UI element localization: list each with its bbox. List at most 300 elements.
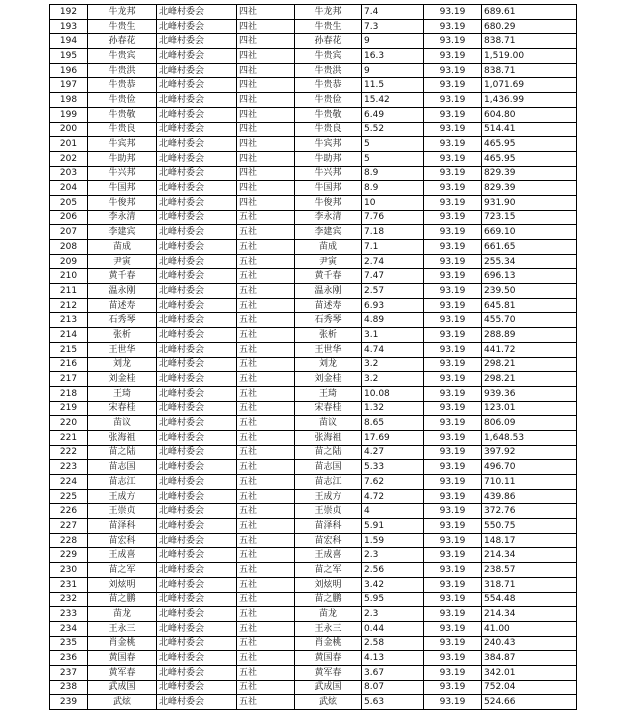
name-cell: 牛贵生 [88,19,157,34]
amount-cell: 723.15 [482,210,577,225]
amount-cell: 661.65 [482,240,577,255]
row-number-cell: 213 [50,313,88,328]
rate-cell: 93.19 [424,166,482,181]
rate-cell: 93.19 [424,548,482,563]
area-cell: 3.1 [362,328,424,343]
area-cell: 7.1 [362,240,424,255]
name-cell: 黄军春 [88,665,157,680]
area-cell: 5.33 [362,460,424,475]
amount-cell: 288.89 [482,328,577,343]
group-cell: 五社 [237,254,295,269]
village-committee-cell: 北峰村委会 [157,401,237,416]
account-holder-cell: 李建宾 [295,225,362,240]
table-row [50,445,577,460]
row-number-cell: 210 [50,269,88,284]
village-committee-cell: 北峰村委会 [157,78,237,93]
area-cell: 3.2 [362,357,424,372]
row-number-cell: 239 [50,695,88,710]
area-cell: 1.59 [362,533,424,548]
group-cell: 五社 [237,621,295,636]
group-cell: 五社 [237,460,295,475]
group-cell: 五社 [237,651,295,666]
rate-cell: 93.19 [424,607,482,622]
village-committee-cell: 北峰村委会 [157,5,237,20]
group-cell: 五社 [237,298,295,313]
name-cell: 刘龙 [88,357,157,372]
rate-cell: 93.19 [424,504,482,519]
group-cell: 五社 [237,533,295,548]
name-cell: 牛兴邦 [88,166,157,181]
village-committee-cell: 北峰村委会 [157,151,237,166]
account-holder-cell: 王崇贞 [295,504,362,519]
area-cell: 6.93 [362,298,424,313]
rate-cell: 93.19 [424,636,482,651]
row-number-cell: 223 [50,460,88,475]
amount-cell: 1,436.99 [482,93,577,108]
row-number-cell: 200 [50,122,88,137]
group-cell: 四社 [237,5,295,20]
area-cell: 3.2 [362,372,424,387]
group-cell: 五社 [237,592,295,607]
rate-cell: 93.19 [424,210,482,225]
table-body [50,5,577,710]
name-cell: 张析 [88,328,157,343]
table-row [50,107,577,122]
rate-cell: 93.19 [424,489,482,504]
table-row [50,651,577,666]
row-number-cell: 219 [50,401,88,416]
account-holder-cell: 刘炫明 [295,577,362,592]
account-holder-cell: 李永清 [295,210,362,225]
account-holder-cell: 孙春花 [295,34,362,49]
group-cell: 四社 [237,63,295,78]
rate-cell: 93.19 [424,78,482,93]
group-cell: 四社 [237,107,295,122]
name-cell: 刘炫明 [88,577,157,592]
village-committee-cell: 北峰村委会 [157,519,237,534]
area-cell: 4.74 [362,342,424,357]
village-committee-cell: 北峰村委会 [157,63,237,78]
name-cell: 苗之军 [88,563,157,578]
village-committee-cell: 北峰村委会 [157,210,237,225]
rate-cell: 93.19 [424,430,482,445]
name-cell: 刘金桂 [88,372,157,387]
area-cell: 4.13 [362,651,424,666]
area-cell: 8.07 [362,680,424,695]
name-cell: 王琦 [88,386,157,401]
amount-cell: 214.34 [482,607,577,622]
account-holder-cell: 牛助邦 [295,151,362,166]
rate-cell: 93.19 [424,240,482,255]
amount-cell: 397.92 [482,445,577,460]
row-number-cell: 236 [50,651,88,666]
name-cell: 牛龙邦 [88,5,157,20]
rate-cell: 93.19 [424,577,482,592]
row-number-cell: 209 [50,254,88,269]
row-number-cell: 231 [50,577,88,592]
amount-cell: 148.17 [482,533,577,548]
account-holder-cell: 王成喜 [295,548,362,563]
area-cell: 17.69 [362,430,424,445]
row-number-cell: 230 [50,563,88,578]
account-holder-cell: 黄军春 [295,665,362,680]
amount-cell: 214.34 [482,548,577,563]
table-row [50,342,577,357]
amount-cell: 123.01 [482,401,577,416]
row-number-cell: 227 [50,519,88,534]
area-cell: 5.63 [362,695,424,710]
account-holder-cell: 石秀琴 [295,313,362,328]
amount-cell: 806.09 [482,416,577,431]
group-cell: 五社 [237,328,295,343]
account-holder-cell: 牛贵良 [295,122,362,137]
village-committee-cell: 北峰村委会 [157,621,237,636]
village-committee-cell: 北峰村委会 [157,504,237,519]
account-holder-cell: 王琦 [295,386,362,401]
amount-cell: 372.76 [482,504,577,519]
table-row [50,298,577,313]
table-row [50,49,577,64]
village-committee-cell: 北峰村委会 [157,533,237,548]
amount-cell: 465.95 [482,151,577,166]
rate-cell: 93.19 [424,342,482,357]
group-cell: 五社 [237,680,295,695]
village-committee-cell: 北峰村委会 [157,137,237,152]
group-cell: 五社 [237,475,295,490]
name-cell: 苗宏科 [88,533,157,548]
table-row [50,533,577,548]
name-cell: 武成国 [88,680,157,695]
table-row [50,695,577,710]
table-row [50,504,577,519]
row-number-cell: 233 [50,607,88,622]
rate-cell: 93.19 [424,195,482,210]
village-committee-cell: 北峰村委会 [157,563,237,578]
rate-cell: 93.19 [424,460,482,475]
village-committee-cell: 北峰村委会 [157,254,237,269]
row-number-cell: 224 [50,475,88,490]
name-cell: 温永刚 [88,284,157,299]
group-cell: 四社 [237,137,295,152]
amount-cell: 696.13 [482,269,577,284]
row-number-cell: 225 [50,489,88,504]
table-row [50,328,577,343]
row-number-cell: 195 [50,49,88,64]
name-cell: 肖金桃 [88,636,157,651]
name-cell: 苗之陆 [88,445,157,460]
account-holder-cell: 牛贵生 [295,19,362,34]
area-cell: 3.42 [362,577,424,592]
table-row [50,621,577,636]
row-number-cell: 203 [50,166,88,181]
amount-cell: 41.00 [482,621,577,636]
account-holder-cell: 尹寅 [295,254,362,269]
amount-cell: 455.70 [482,313,577,328]
name-cell: 孙春花 [88,34,157,49]
group-cell: 五社 [237,548,295,563]
group-cell: 四社 [237,151,295,166]
name-cell: 王成喜 [88,548,157,563]
row-number-cell: 197 [50,78,88,93]
table-row [50,636,577,651]
rate-cell: 93.19 [424,151,482,166]
rate-cell: 93.19 [424,533,482,548]
row-number-cell: 216 [50,357,88,372]
rate-cell: 93.19 [424,651,482,666]
area-cell: 5 [362,151,424,166]
name-cell: 张海祖 [88,430,157,445]
area-cell: 2.3 [362,607,424,622]
row-number-cell: 222 [50,445,88,460]
amount-cell: 496.70 [482,460,577,475]
account-holder-cell: 牛贵恭 [295,78,362,93]
table-row [50,357,577,372]
name-cell: 牛贵恭 [88,78,157,93]
group-cell: 五社 [237,386,295,401]
account-holder-cell: 牛贵洪 [295,63,362,78]
village-committee-cell: 北峰村委会 [157,680,237,695]
table-row [50,166,577,181]
village-committee-cell: 北峰村委会 [157,577,237,592]
table-row [50,460,577,475]
amount-cell: 829.39 [482,166,577,181]
row-number-cell: 229 [50,548,88,563]
area-cell: 8.9 [362,181,424,196]
row-number-cell: 214 [50,328,88,343]
rate-cell: 93.19 [424,34,482,49]
rate-cell: 93.19 [424,665,482,680]
account-holder-cell: 牛俊邦 [295,195,362,210]
group-cell: 四社 [237,181,295,196]
rate-cell: 93.19 [424,592,482,607]
area-cell: 8.65 [362,416,424,431]
row-number-cell: 202 [50,151,88,166]
village-committee-cell: 北峰村委会 [157,298,237,313]
table-row [50,240,577,255]
name-cell: 王成方 [88,489,157,504]
table-row [50,607,577,622]
account-holder-cell: 牛贵俭 [295,93,362,108]
table-row [50,430,577,445]
name-cell: 牛贵俭 [88,93,157,108]
table-row [50,225,577,240]
table-row [50,137,577,152]
rate-cell: 93.19 [424,357,482,372]
rate-cell: 93.19 [424,298,482,313]
name-cell: 牛贵宾 [88,49,157,64]
area-cell: 9 [362,34,424,49]
area-cell: 5.95 [362,592,424,607]
rate-cell: 93.19 [424,475,482,490]
group-cell: 五社 [237,416,295,431]
amount-cell: 255.34 [482,254,577,269]
group-cell: 五社 [237,445,295,460]
amount-cell: 645.81 [482,298,577,313]
amount-cell: 384.87 [482,651,577,666]
village-committee-cell: 北峰村委会 [157,548,237,563]
village-committee-cell: 北峰村委会 [157,240,237,255]
name-cell: 王永三 [88,621,157,636]
area-cell: 7.4 [362,5,424,20]
rate-cell: 93.19 [424,284,482,299]
table-row [50,284,577,299]
table-row [50,401,577,416]
group-cell: 五社 [237,504,295,519]
amount-cell: 689.61 [482,5,577,20]
row-number-cell: 199 [50,107,88,122]
amount-cell: 838.71 [482,34,577,49]
account-holder-cell: 牛贵敬 [295,107,362,122]
village-committee-cell: 北峰村委会 [157,430,237,445]
table-row [50,181,577,196]
name-cell: 牛宾邦 [88,137,157,152]
table-row [50,519,577,534]
row-number-cell: 198 [50,93,88,108]
village-committee-cell: 北峰村委会 [157,695,237,710]
group-cell: 五社 [237,225,295,240]
area-cell: 10.08 [362,386,424,401]
row-number-cell: 218 [50,386,88,401]
table-row [50,489,577,504]
row-number-cell: 215 [50,342,88,357]
group-cell: 五社 [237,489,295,504]
group-cell: 五社 [237,695,295,710]
name-cell: 宋春桂 [88,401,157,416]
name-cell: 牛国邦 [88,181,157,196]
group-cell: 四社 [237,78,295,93]
group-cell: 五社 [237,284,295,299]
village-committee-cell: 北峰村委会 [157,460,237,475]
name-cell: 李永清 [88,210,157,225]
amount-cell: 342.01 [482,665,577,680]
name-cell: 牛助邦 [88,151,157,166]
amount-cell: 239.50 [482,284,577,299]
name-cell: 黄千春 [88,269,157,284]
area-cell: 7.18 [362,225,424,240]
row-number-cell: 196 [50,63,88,78]
account-holder-cell: 牛贵宾 [295,49,362,64]
name-cell: 李建宾 [88,225,157,240]
table-row [50,592,577,607]
area-cell: 10 [362,195,424,210]
rate-cell: 93.19 [424,313,482,328]
row-number-cell: 235 [50,636,88,651]
table-row [50,151,577,166]
area-cell: 11.5 [362,78,424,93]
rate-cell: 93.19 [424,372,482,387]
row-number-cell: 237 [50,665,88,680]
area-cell: 4.89 [362,313,424,328]
group-cell: 五社 [237,210,295,225]
name-cell: 苗泽科 [88,519,157,534]
account-holder-cell: 苗泽科 [295,519,362,534]
rate-cell: 93.19 [424,386,482,401]
account-holder-cell: 苗之陆 [295,445,362,460]
account-holder-cell: 温永刚 [295,284,362,299]
area-cell: 6.49 [362,107,424,122]
row-number-cell: 228 [50,533,88,548]
village-committee-cell: 北峰村委会 [157,342,237,357]
area-cell: 5 [362,137,424,152]
account-holder-cell: 王成方 [295,489,362,504]
group-cell: 四社 [237,34,295,49]
table-row [50,254,577,269]
rate-cell: 93.19 [424,19,482,34]
group-cell: 五社 [237,607,295,622]
village-committee-cell: 北峰村委会 [157,636,237,651]
group-cell: 四社 [237,93,295,108]
group-cell: 五社 [237,313,295,328]
village-committee-cell: 北峰村委会 [157,34,237,49]
table-row [50,416,577,431]
account-holder-cell: 黄国春 [295,651,362,666]
amount-cell: 514.41 [482,122,577,137]
table-row [50,19,577,34]
account-holder-cell: 肖金桃 [295,636,362,651]
account-holder-cell: 王永三 [295,621,362,636]
amount-cell: 710.11 [482,475,577,490]
rate-cell: 93.19 [424,621,482,636]
name-cell: 牛贵敬 [88,107,157,122]
row-number-cell: 194 [50,34,88,49]
group-cell: 四社 [237,166,295,181]
group-cell: 五社 [237,372,295,387]
row-number-cell: 232 [50,592,88,607]
group-cell: 五社 [237,563,295,578]
amount-cell: 298.21 [482,372,577,387]
village-committee-cell: 北峰村委会 [157,475,237,490]
amount-cell: 669.10 [482,225,577,240]
group-cell: 五社 [237,342,295,357]
area-cell: 7.76 [362,210,424,225]
group-cell: 五社 [237,357,295,372]
account-holder-cell: 牛兴邦 [295,166,362,181]
amount-cell: 1,519.00 [482,49,577,64]
village-committee-cell: 北峰村委会 [157,665,237,680]
village-committee-cell: 北峰村委会 [157,122,237,137]
village-committee-cell: 北峰村委会 [157,284,237,299]
account-holder-cell: 苗议 [295,416,362,431]
name-cell: 王崇贞 [88,504,157,519]
rate-cell: 93.19 [424,416,482,431]
name-cell: 王世华 [88,342,157,357]
table-row [50,577,577,592]
village-committee-cell: 北峰村委会 [157,386,237,401]
area-cell: 2.74 [362,254,424,269]
account-holder-cell: 苗之军 [295,563,362,578]
account-holder-cell: 张海祖 [295,430,362,445]
account-holder-cell: 苗志江 [295,475,362,490]
row-number-cell: 205 [50,195,88,210]
name-cell: 牛贵良 [88,122,157,137]
village-committee-cell: 北峰村委会 [157,445,237,460]
amount-cell: 240.43 [482,636,577,651]
row-number-cell: 201 [50,137,88,152]
area-cell: 15.42 [362,93,424,108]
group-cell: 四社 [237,122,295,137]
amount-cell: 1,648.53 [482,430,577,445]
account-holder-cell: 武炫 [295,695,362,710]
account-holder-cell: 武成国 [295,680,362,695]
amount-cell: 439.86 [482,489,577,504]
rate-cell: 93.19 [424,181,482,196]
area-cell: 7.3 [362,19,424,34]
name-cell: 苗议 [88,416,157,431]
table-row [50,93,577,108]
group-cell: 四社 [237,49,295,64]
row-number-cell: 208 [50,240,88,255]
account-holder-cell: 牛龙邦 [295,5,362,20]
